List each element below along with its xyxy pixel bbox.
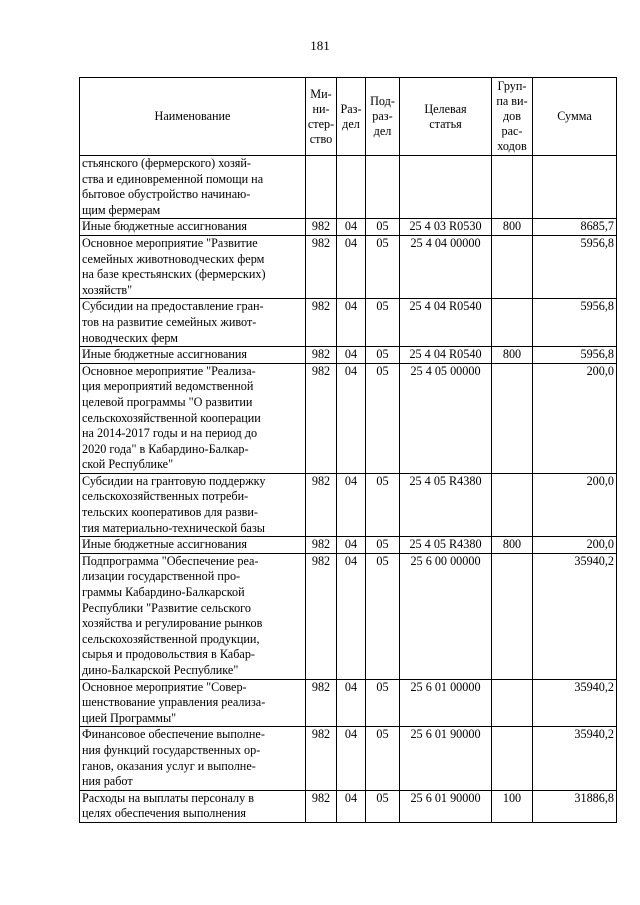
cell-expense-group: 800 [492, 537, 533, 554]
cell-expense-group [492, 363, 533, 473]
table-row [80, 727, 617, 790]
cell-subsection: 05 [366, 473, 400, 536]
cell-amount: 5956,8 [533, 235, 617, 298]
cell-name: Основное мероприятие "Совер- шенствование управления реализа- цией Программы" [80, 679, 306, 727]
table-row [80, 347, 617, 364]
cell-name: Иные бюджетные ассигнования [80, 537, 306, 554]
cell-target-article: 25 4 05 00000 [400, 363, 492, 473]
cell-expense-group: 100 [492, 790, 533, 822]
cell-ministry: 982 [306, 553, 337, 679]
cell-name: Иные бюджетные ассигнования [80, 219, 306, 236]
table-row [80, 473, 617, 536]
cell-section: 04 [337, 363, 366, 473]
cell-expense-group [492, 473, 533, 536]
cell-ministry: 982 [306, 363, 337, 473]
cell-ministry: 982 [306, 235, 337, 298]
cell-target-article: 25 4 04 00000 [400, 235, 492, 298]
cell-target-article: 25 6 01 90000 [400, 790, 492, 822]
cell-section: 04 [337, 679, 366, 727]
cell-expense-group [492, 553, 533, 679]
cell-target-article: 25 6 01 00000 [400, 679, 492, 727]
cell-name: Финансовое обеспечение выполне- ния функций государственных ор- ганов, оказания услуг и выполне- ния работ [80, 727, 306, 790]
header-ministry: Ми- ни- стер- ство [306, 78, 337, 156]
page-number: 181 [310, 38, 330, 53]
cell-amount: 35940,2 [533, 727, 617, 790]
cell-section: 04 [337, 790, 366, 822]
cell-target-article: 25 4 03 R0530 [400, 219, 492, 236]
cell-expense-group [492, 235, 533, 298]
cell-ministry: 982 [306, 727, 337, 790]
header-target-article: Целевая статья [400, 78, 492, 156]
cell-name: стьянского (фермерского) хозяй- ства и единовременной помощи на бытовое обустройство начинаю- щим фермерам [80, 156, 306, 219]
budget-table [79, 77, 617, 823]
table-row [80, 219, 617, 236]
cell-section [337, 156, 366, 219]
cell-target-article [400, 156, 492, 219]
cell-subsection: 05 [366, 219, 400, 236]
header-row [80, 78, 617, 156]
table-row [80, 679, 617, 727]
cell-ministry: 982 [306, 473, 337, 536]
header-amount: Сумма [533, 78, 617, 156]
cell-subsection: 05 [366, 235, 400, 298]
cell-target-article: 25 6 01 90000 [400, 727, 492, 790]
cell-subsection: 05 [366, 299, 400, 347]
cell-ministry: 982 [306, 790, 337, 822]
cell-subsection: 05 [366, 727, 400, 790]
table-row [80, 299, 617, 347]
cell-section: 04 [337, 299, 366, 347]
header-section: Раз- дел [337, 78, 366, 156]
cell-amount: 35940,2 [533, 553, 617, 679]
table-row [80, 156, 617, 219]
cell-section: 04 [337, 347, 366, 364]
cell-ministry: 982 [306, 347, 337, 364]
cell-subsection: 05 [366, 679, 400, 727]
table-row [80, 235, 617, 298]
cell-name: Подпрограмма "Обеспечение реа- лизации государственной про- граммы Кабардино-Балкарской Республики "Развитие сельского хозяйства и регулирование рынков сельскохозяйственной продукции, сырья и продовольствия в Кабар- дино-Балкарской Республике" [80, 553, 306, 679]
header-expense-group: Груп- па ви- дов рас- ходов [492, 78, 533, 156]
cell-expense-group [492, 679, 533, 727]
cell-name: Основное мероприятие "Реализа- ция мероприятий ведомственной целевой программы "О развитии сельскохозяйственной кооперации на 2014-2017 годы и на период до 2020 года" в Кабардино-Балкар- ской Республике" [80, 363, 306, 473]
cell-section: 04 [337, 235, 366, 298]
cell-amount: 5956,8 [533, 299, 617, 347]
cell-amount: 31886,8 [533, 790, 617, 822]
cell-amount [533, 156, 617, 219]
cell-section: 04 [337, 553, 366, 679]
cell-amount: 200,0 [533, 363, 617, 473]
cell-subsection: 05 [366, 553, 400, 679]
cell-section: 04 [337, 473, 366, 536]
table-row [80, 537, 617, 554]
cell-section: 04 [337, 219, 366, 236]
header-name: Наименование [80, 78, 306, 156]
cell-expense-group [492, 299, 533, 347]
cell-expense-group: 800 [492, 347, 533, 364]
cell-subsection [366, 156, 400, 219]
cell-subsection: 05 [366, 537, 400, 554]
cell-section: 04 [337, 727, 366, 790]
cell-amount: 200,0 [533, 537, 617, 554]
cell-ministry: 982 [306, 537, 337, 554]
cell-ministry: 982 [306, 679, 337, 727]
cell-expense-group [492, 156, 533, 219]
cell-ministry: 982 [306, 219, 337, 236]
cell-subsection: 05 [366, 790, 400, 822]
cell-expense-group [492, 727, 533, 790]
cell-amount: 5956,8 [533, 347, 617, 364]
header-subsection: Под- раз- дел [366, 78, 400, 156]
cell-name: Субсидии на грантовую поддержку сельскохозяйственных потреби- тельских кооперативов для разви- тия материально-технической базы [80, 473, 306, 536]
cell-amount: 8685,7 [533, 219, 617, 236]
cell-ministry [306, 156, 337, 219]
cell-subsection: 05 [366, 363, 400, 473]
cell-name: Иные бюджетные ассигнования [80, 347, 306, 364]
cell-name: Субсидии на предоставление гран- тов на развитие семейных живот- новодческих ферм [80, 299, 306, 347]
cell-target-article: 25 4 05 R4380 [400, 473, 492, 536]
cell-subsection: 05 [366, 347, 400, 364]
cell-target-article: 25 4 04 R0540 [400, 299, 492, 347]
cell-ministry: 982 [306, 299, 337, 347]
cell-section: 04 [337, 537, 366, 554]
cell-name: Расходы на выплаты персоналу в целях обеспечения выполнения [80, 790, 306, 822]
table-row [80, 553, 617, 679]
cell-name: Основное мероприятие "Развитие семейных животноводческих ферм на базе крестьянских (фермерских) хозяйств" [80, 235, 306, 298]
cell-amount: 200,0 [533, 473, 617, 536]
cell-amount: 35940,2 [533, 679, 617, 727]
table-row [80, 363, 617, 473]
cell-target-article: 25 6 00 00000 [400, 553, 492, 679]
cell-target-article: 25 4 05 R4380 [400, 537, 492, 554]
table-row [80, 790, 617, 822]
cell-expense-group: 800 [492, 219, 533, 236]
cell-target-article: 25 4 04 R0540 [400, 347, 492, 364]
